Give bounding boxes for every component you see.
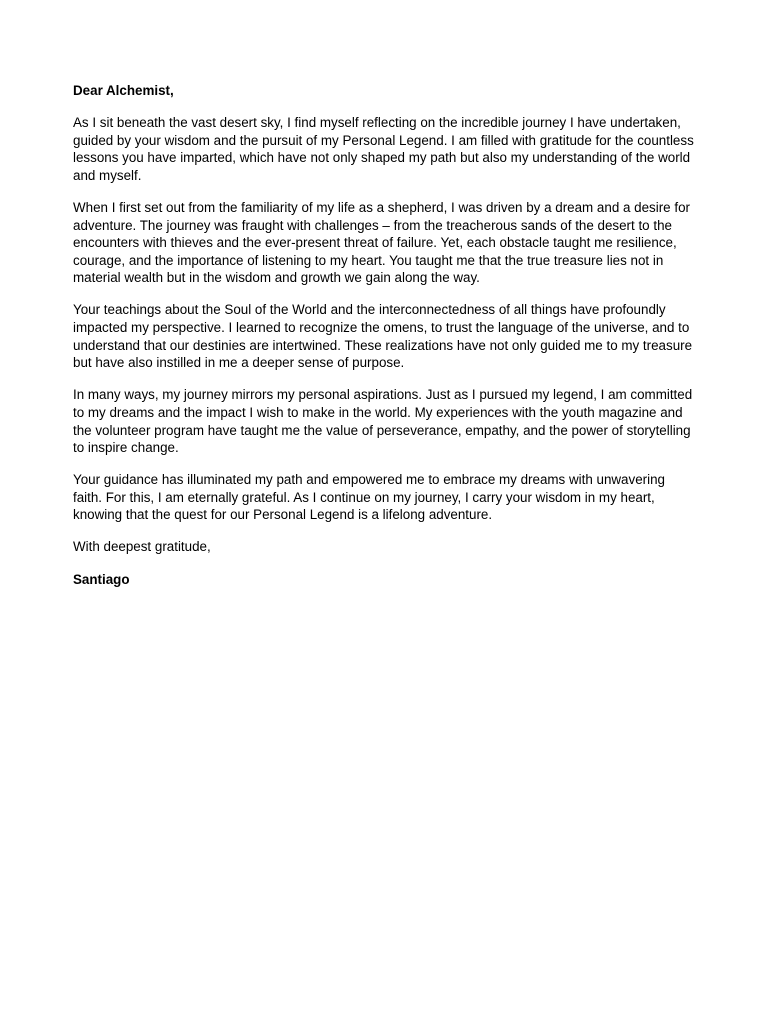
paragraph-5: Your guidance has illuminated my path and empowered me to embrace my dreams with unwavering faith. For this, I am eternally grateful. As I continue on my journey, I carry your wisdom in my heart, knowing that the quest for our Personal Legend is a lifelong adventure.	[73, 472, 665, 523]
paragraph-2: When I first set out from the familiarity of my life as a shepherd, I was driven by a dream and a desire for adventure. The journey was fraught with challenges – from the treacherous sands of the desert to the encounters with thieves and the ever-present threat of failure. Yet, each obstacle taught me resilience, courage, and the importance of listening to my heart. You taught me that the true treasure lies not in material wealth but in the wisdom and growth we gain along the way.	[73, 199, 690, 286]
paragraph-3: Your teachings about the Soul of the World and the interconnectedness of all things have profoundly impacted my perspective. I learned to recognize the omens, to trust the language of the universe, and to understand that our destinies are intertwined. These realizations have not only guided me to my treasure but have also instilled in me a deeper sense of purpose.	[73, 302, 693, 371]
letter-body	[73, 82, 695, 588]
paragraph-1: As I sit beneath the vast desert sky, I find myself reflecting on the incredible journey I have undertaken, guided by your wisdom and the pursuit of my Personal Legend. I am filled with gratitude for the countless lessons you have imparted, which have not only shaped my path but also my understanding of the world and myself.	[73, 115, 694, 183]
paragraph-4: In many ways, my journey mirrors my personal aspirations. Just as I pursued my legend, I am committed to my dreams and the impact I wish to make in the world. My experiences with the youth magazine and the volunteer program have taught me the value of perseverance, empathy, and the power of storytelling to inspire change.	[73, 387, 693, 456]
closing-line: With deepest gratitude,	[73, 539, 211, 555]
salutation: Dear Alchemist,	[73, 83, 174, 98]
signature: Santiago	[73, 571, 130, 587]
